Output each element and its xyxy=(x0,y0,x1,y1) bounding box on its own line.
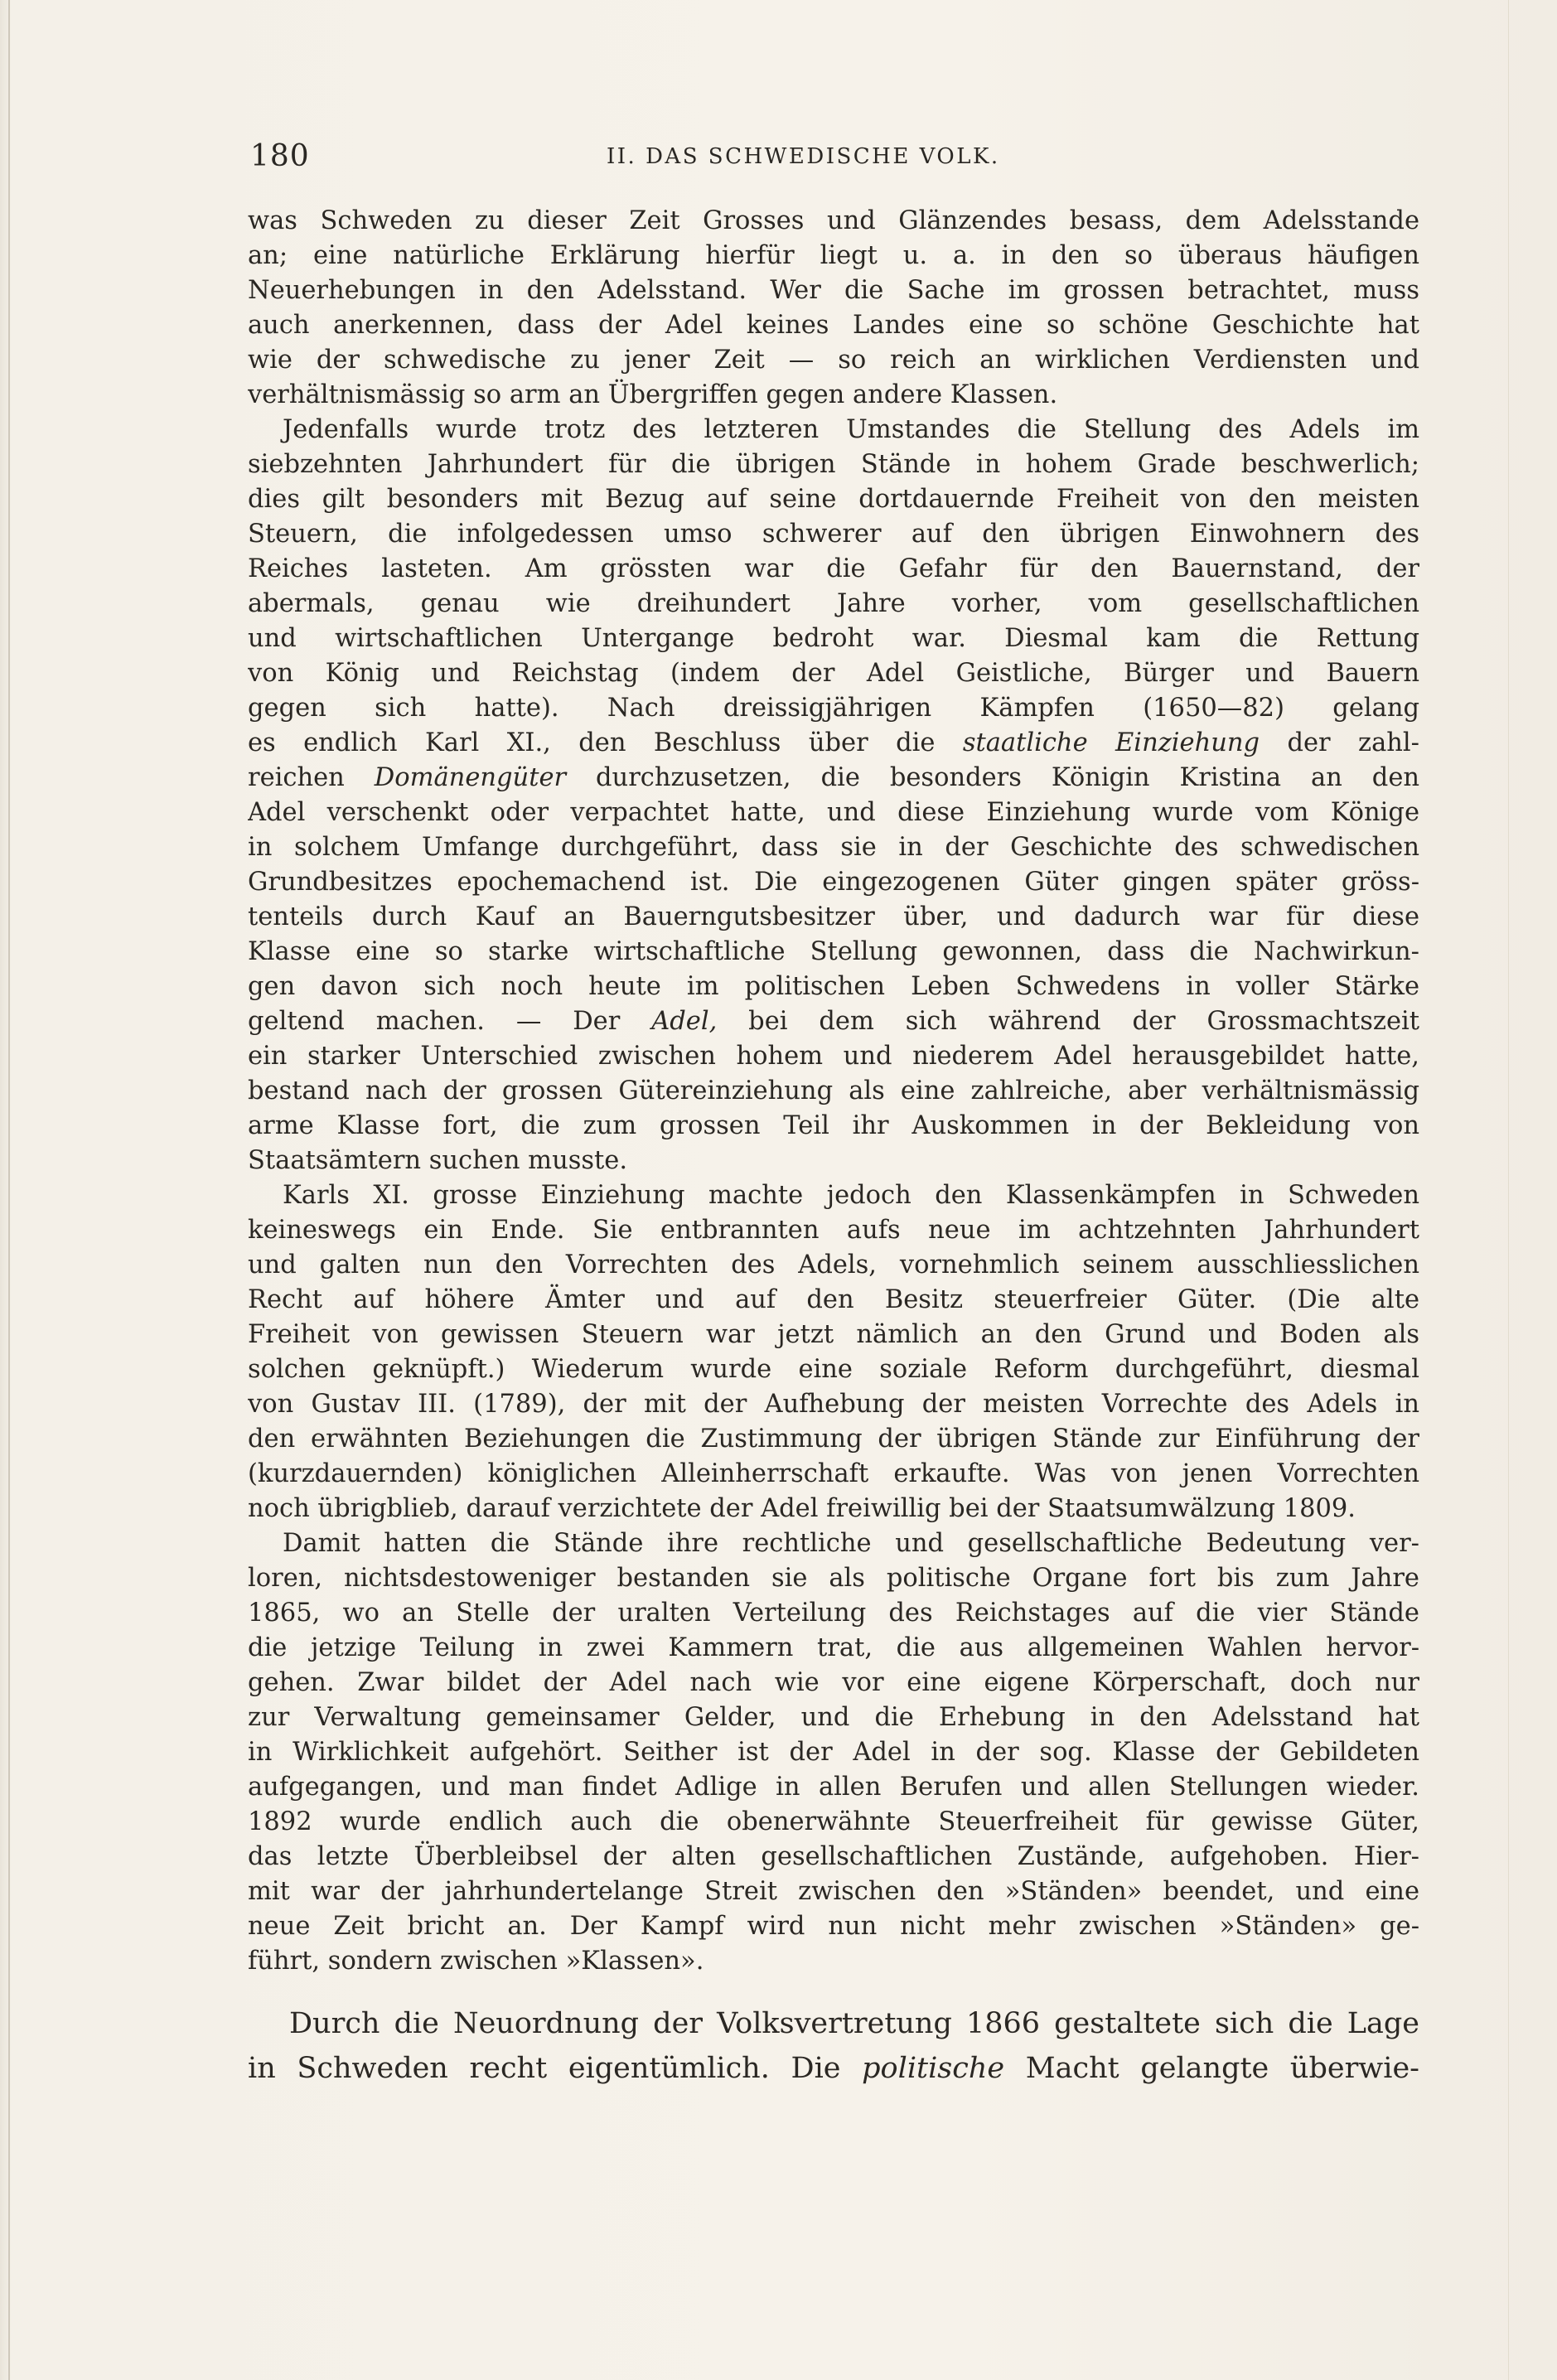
text-line: die jetzige Teilung in zwei Kammern trat, die aus allgemeinen Wahlen hervor- xyxy=(248,1633,1419,1662)
text-line: siebzehnten Jahrhundert für die übrigen Stände in hohem Grade beschwerlich; xyxy=(248,450,1419,479)
text-segment: bei dem sich während der Grossmachtszeit xyxy=(717,1007,1419,1036)
text-line: aufgegangen, und man findet Adlige in allen Berufen und allen Stellungen wieder. xyxy=(248,1773,1419,1802)
page-gutter-edge xyxy=(8,0,10,2380)
text-line: mit war der jahrhundertelange Streit zwischen den »Ständen» beendet, und eine xyxy=(248,1877,1419,1906)
text-line: abermals, genau wie dreihundert Jahre vorher, vom gesellschaftlichen xyxy=(248,589,1419,618)
text-line: den erwähnten Beziehungen die Zustimmung der übrigen Stände zur Einführung der xyxy=(248,1425,1419,1454)
text-line: Freiheit von gewissen Steuern war jetzt nämlich an den Grund und Boden als xyxy=(248,1320,1419,1349)
running-head: II. DAS SCHWEDISCHE VOLK. xyxy=(607,144,1000,169)
text-segment: Macht gelangte überwie- xyxy=(1004,2052,1419,2085)
emphasized-term: staatliche Einziehung xyxy=(962,728,1260,757)
text-line xyxy=(248,1004,1419,1039)
text-line: solchen geknüpft.) Wiederum wurde eine soziale Reform durchgeführt, diesmal xyxy=(248,1355,1419,1384)
text-line: verhältnismässig so arm an Übergriffen gegen andere Klassen. xyxy=(248,380,1058,409)
text-line: Staatsämtern suchen musste. xyxy=(248,1146,628,1175)
text-line: Durch die Neuordnung der Volksvertretung 1866 gestaltete sich die Lage xyxy=(289,2007,1419,2040)
text-line: Reiches lasteten. Am grössten war die Gefahr für den Bauernstand, der xyxy=(248,554,1419,583)
text-line: keineswegs ein Ende. Sie entbrannten aufs neue im achtzehnten Jahrhundert xyxy=(248,1216,1419,1245)
text-line: noch übrigblieb, darauf verzichtete der Adel freiwillig bei der Staatsumwälzung 1809. xyxy=(248,1494,1356,1523)
text-line: neue Zeit bricht an. Der Kampf wird nun nicht mehr zwischen »Ständen» ge- xyxy=(248,1912,1419,1941)
text-line: dies gilt besonders mit Bezug auf seine dortdauernde Freiheit von den meisten xyxy=(248,485,1419,514)
text-line: Karls XI. grosse Einziehung machte jedoch den Klassenkämpfen in Schweden xyxy=(283,1181,1419,1210)
page-number: 180 xyxy=(250,139,310,173)
emphasized-term: Domänengüter xyxy=(374,763,567,792)
text-line: arme Klasse fort, die zum grossen Teil ihr Auskommen in der Bekleidung von xyxy=(248,1111,1419,1140)
text-line: und galten nun den Vorrechten des Adels, vornehmlich seinem ausschliesslichen xyxy=(248,1250,1419,1279)
text-segment: in Schweden recht eigentümlich. Die xyxy=(248,2052,863,2085)
text-segment: geltend machen. — Der xyxy=(248,1007,652,1036)
text-line: 1865, wo an Stelle der uralten Verteilung des Reichstages auf die vier Stände xyxy=(248,1599,1419,1628)
emphasized-term: Adel, xyxy=(651,1007,718,1036)
text-line: was Schweden zu dieser Zeit Grosses und Glänzendes besass, dem Adelsstande xyxy=(248,206,1419,235)
text-line: auch anerkennen, dass der Adel keines Landes eine so schöne Geschichte hat xyxy=(248,311,1419,340)
text-line: Grundbesitzes epochemachend ist. Die eingezogenen Güter gingen später gröss- xyxy=(248,868,1419,897)
text-line: von Gustav III. (1789), der mit der Aufhebung der meisten Vorrechte des Adels in xyxy=(248,1390,1419,1419)
text-line: in Wirklichkeit aufgehört. Seither ist der Adel in der sog. Klasse der Gebildeten xyxy=(248,1738,1419,1767)
text-line: in solchem Umfange durchgeführt, dass sie in der Geschichte des schwedischen xyxy=(248,833,1419,862)
text-line: Klasse eine so starke wirtschaftliche Stellung gewonnen, dass die Nachwirkun- xyxy=(248,937,1419,966)
page-crease xyxy=(1508,0,1509,2380)
text-line: an; eine natürliche Erklärung hierfür liegt u. a. in den so überaus häufigen xyxy=(248,241,1419,270)
text-line: Jedenfalls wurde trotz des letzteren Umstandes die Stellung des Adels im xyxy=(283,415,1419,444)
body-text xyxy=(248,204,1419,1979)
text-line: tenteils durch Kauf an Bauerngutsbesitzer über, und dadurch war für diese xyxy=(248,902,1419,931)
text-line: gegen sich hatte). Nach dreissigjährigen Kämpfen (1650—82) gelang xyxy=(248,694,1419,723)
text-segment: durchzusetzen, die besonders Königin Kristina an den xyxy=(566,763,1419,792)
text-line: loren, nichtsdestoweniger bestanden sie als politische Organe fort bis zum Jahre xyxy=(248,1564,1419,1593)
text-line: und wirtschaftlichen Untergange bedroht war. Diesmal kam die Rettung xyxy=(248,624,1419,653)
text-line: 1892 wurde endlich auch die obenerwähnte Steuerfreiheit für gewisse Güter, xyxy=(248,1807,1419,1836)
text-segment: der zahl- xyxy=(1260,728,1419,757)
text-line: gehen. Zwar bildet der Adel nach wie vor eine eigene Körperschaft, doch nur xyxy=(248,1668,1419,1697)
text-line: Recht auf höhere Ämter und auf den Besitz steuerfreier Güter. (Die alte xyxy=(248,1285,1419,1314)
text-line: Damit hatten die Stände ihre rechtliche und gesellschaftliche Bedeutung ver- xyxy=(283,1529,1419,1558)
text-line: ein starker Unterschied zwischen hohem und niederem Adel herausgebildet hatte, xyxy=(248,1042,1419,1071)
text-line: das letzte Überbleibsel der alten gesellschaftlichen Zustände, aufgehoben. Hier- xyxy=(248,1842,1419,1871)
body-text-large xyxy=(248,2001,1419,2091)
text-line: Neuerhebungen in den Adelsstand. Wer die Sache im grossen betrachtet, muss xyxy=(248,276,1419,305)
page-header xyxy=(250,139,1419,179)
text-line: führt, sondern zwischen »Klassen». xyxy=(248,1947,704,1976)
text-line: gen davon sich noch heute im politischen Leben Schwedens in voller Stärke xyxy=(248,972,1419,1001)
text-line: wie der schwedische zu jener Zeit — so reich an wirklichen Verdiensten und xyxy=(248,346,1419,375)
text-segment: es endlich Karl XI., den Beschluss über die xyxy=(248,728,963,757)
text-line xyxy=(248,726,1419,761)
text-line: (kurzdauernden) königlichen Alleinherrschaft erkaufte. Was von jenen Vorrechten xyxy=(248,1459,1419,1488)
text-line: Steuern, die infolgedessen umso schwerer auf den übrigen Einwohnern des xyxy=(248,520,1419,549)
emphasized-term: politische xyxy=(862,2052,1005,2085)
text-line: zur Verwaltung gemeinsamer Gelder, und die Erhebung in den Adelsstand hat xyxy=(248,1703,1419,1732)
text-line: Adel verschenkt oder verpachtet hatte, und diese Einziehung wurde vom Könige xyxy=(248,798,1419,827)
text-line xyxy=(248,761,1419,796)
text-line: von König und Reichstag (indem der Adel Geistliche, Bürger und Bauern xyxy=(248,659,1419,688)
text-line xyxy=(248,2046,1419,2091)
text-line: bestand nach der grossen Gütereinziehung als eine zahlreiche, aber verhältnismässig xyxy=(248,1076,1419,1105)
text-segment: reichen xyxy=(248,763,375,792)
